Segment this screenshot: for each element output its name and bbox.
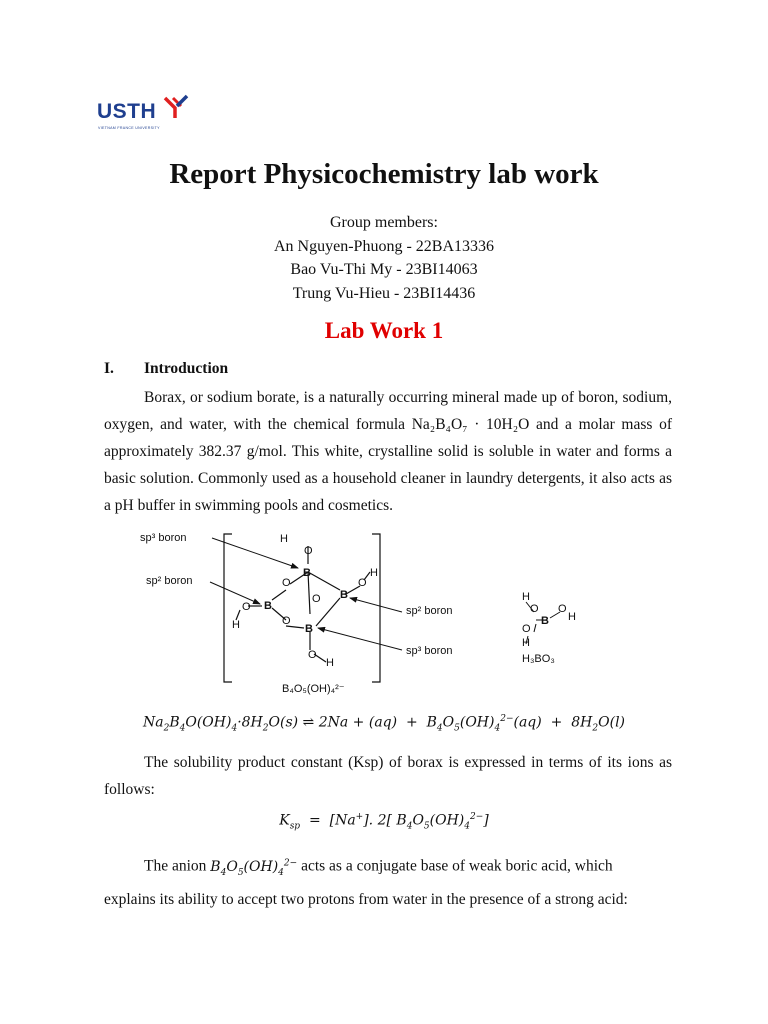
svg-text:O: O (308, 649, 317, 661)
section-number: I. (104, 360, 114, 377)
lab-work-title: Lab Work 1 (324, 318, 444, 343)
label-boric-acid: H₃BO₃ (522, 653, 555, 665)
svg-text:H: H (522, 637, 530, 649)
label-sp3-boron-top: sp³ boron (140, 532, 187, 544)
anion-paragraph (104, 850, 672, 913)
svg-text:B: B (305, 623, 313, 635)
svg-text:O: O (242, 601, 251, 613)
usth-logo (97, 94, 192, 134)
label-anion: B₄O₅(OH)₄²⁻ (282, 683, 345, 695)
label-sp2-boron-left: sp² boron (146, 575, 193, 587)
group-members (0, 211, 768, 305)
label-sp2-boron-right: sp² boron (406, 605, 453, 617)
svg-text:B: B (340, 589, 348, 601)
svg-text:H: H (522, 591, 530, 603)
anion-paragraph-start: The anion (144, 857, 207, 875)
report-title: Report Physicochemistry lab work (169, 158, 599, 190)
svg-text:O: O (522, 623, 531, 635)
svg-text:B: B (303, 567, 311, 579)
logo-text: USTH (97, 100, 157, 123)
svg-text:O: O (304, 545, 313, 557)
svg-text:H: H (370, 567, 378, 579)
intro-paragraph: Borax, or sodium borate, is a naturally occurring mineral made up of boron, sodium, oxygen, and water, with the chemical formula Na₂B₄O₇ · 10H₂O and a molar mass of approximately 382.37 g/mol. This white, crystalline solid is soluble in water and forms a basic solution. Commonly used as a household cleaner in laundry detergents, it also acts as a pH buffer in swimming pools and cosmetics. (104, 389, 672, 514)
svg-text:O: O (558, 603, 567, 615)
logo-subtitle: VIETNAM FRANCE UNIVERSITY (98, 126, 160, 130)
svg-text:H: H (568, 611, 576, 623)
section-title: Introduction (144, 360, 229, 377)
ksp-equation: $K_{sp} = [Na^+]$. 2[ $B_4O_5(OH)_4^{2-}$] (279, 812, 489, 832)
svg-text:B: B (541, 615, 549, 627)
anion-paragraph-end: acts as a conjugate base of weak boric acid, which (301, 857, 613, 875)
logo-mark-icon (163, 94, 189, 120)
member-3: Trung Vu-Hieu - 23BI14436 (292, 284, 476, 302)
svg-text:B: B (264, 600, 272, 612)
borax-structure-figure (140, 524, 600, 700)
member-2: Bao Vu-Thi My - 23BI14063 (290, 261, 478, 278)
svg-text:O: O (530, 603, 539, 615)
members-heading: Group members: (330, 214, 438, 231)
svg-text:H: H (232, 619, 240, 631)
svg-text:O: O (282, 615, 291, 627)
dissolution-equation: $Na_2B_4O(OH)_4\cdot 8H_2O(s)$ ⇌ $2Na + (aq) + B_4O_5(OH)_4^{2-}(aq) + 8H_2O(l)$ (142, 714, 626, 734)
member-1: An Nguyen-Phuong - 22BA13336 (274, 237, 494, 255)
svg-text:O: O (312, 593, 321, 605)
anion-paragraph-continued: explains its ability to accept two protons from water in the presence of a strong acid: (104, 891, 628, 909)
svg-text:H: H (326, 657, 334, 669)
borax-structure-diagram (140, 524, 600, 700)
atom-h-top: H (280, 533, 288, 545)
svg-text:O: O (282, 577, 291, 589)
ksp-paragraph: The solubility product constant (Ksp) of borax is expressed in terms of its ions as follows: (104, 754, 672, 798)
section-heading (104, 360, 228, 378)
label-sp3-boron-bottom: sp³ boron (406, 645, 453, 657)
svg-text:O: O (358, 577, 367, 589)
anion-formula: $B_4O_5(OH)_4^{2-}$ (210, 858, 298, 878)
